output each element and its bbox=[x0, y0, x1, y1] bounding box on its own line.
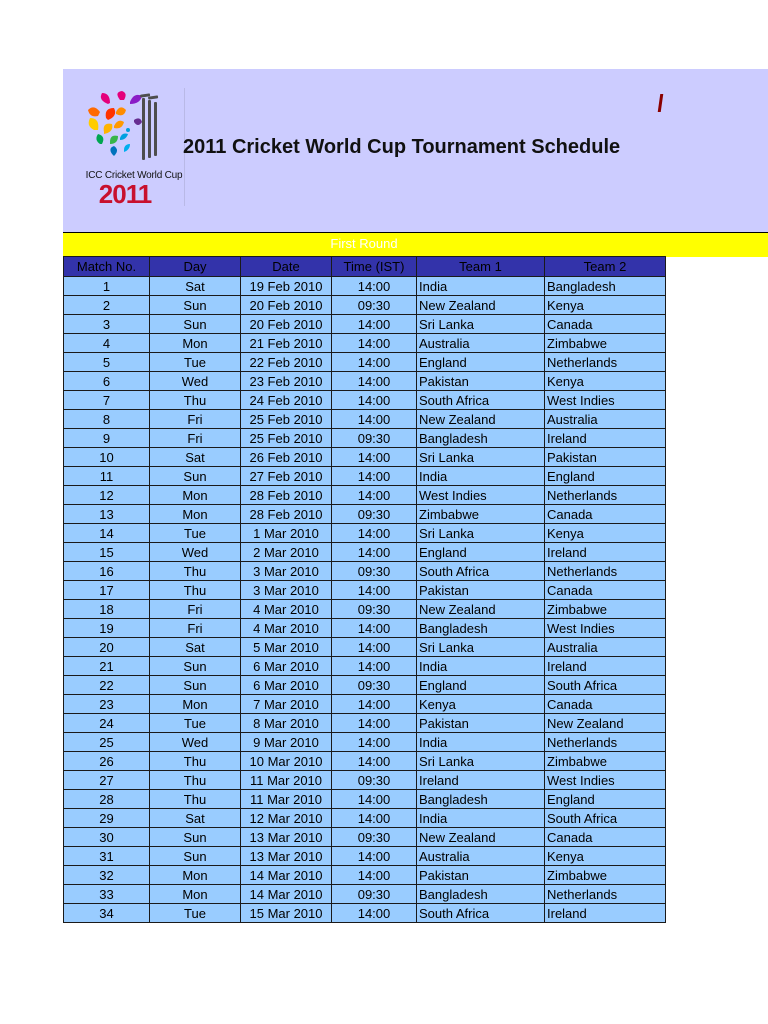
table-row bbox=[64, 467, 666, 486]
match-no-cell: 5 bbox=[64, 353, 150, 372]
time-cell: 09:30 bbox=[332, 429, 417, 448]
day-cell: Sat bbox=[150, 809, 241, 828]
day-cell: Wed bbox=[150, 733, 241, 752]
date-cell: 24 Feb 2010 bbox=[241, 391, 332, 410]
day-cell: Wed bbox=[150, 543, 241, 562]
table-row bbox=[64, 619, 666, 638]
match-no-cell: 16 bbox=[64, 562, 150, 581]
time-cell: 14:00 bbox=[332, 448, 417, 467]
logo-emblem-icon bbox=[86, 90, 166, 168]
team2-cell: Canada bbox=[545, 581, 666, 600]
table-row bbox=[64, 391, 666, 410]
date-cell: 4 Mar 2010 bbox=[241, 619, 332, 638]
team2-cell: Canada bbox=[545, 695, 666, 714]
match-no-cell: 24 bbox=[64, 714, 150, 733]
team2-cell: Canada bbox=[545, 828, 666, 847]
date-cell: 12 Mar 2010 bbox=[241, 809, 332, 828]
day-cell: Mon bbox=[150, 334, 241, 353]
table-row bbox=[64, 448, 666, 467]
match-no-cell: 34 bbox=[64, 904, 150, 923]
table-row bbox=[64, 904, 666, 923]
page-title: 2011 Cricket World Cup Tournament Schedule bbox=[183, 136, 621, 158]
match-no-cell: 32 bbox=[64, 866, 150, 885]
column-header-date: Date bbox=[241, 257, 332, 277]
team1-cell: India bbox=[417, 657, 545, 676]
team1-cell: Pakistan bbox=[417, 372, 545, 391]
day-cell: Tue bbox=[150, 904, 241, 923]
match-no-cell: 30 bbox=[64, 828, 150, 847]
team1-cell: Bangladesh bbox=[417, 885, 545, 904]
time-cell: 14:00 bbox=[332, 372, 417, 391]
match-no-cell: 3 bbox=[64, 315, 150, 334]
team1-cell: India bbox=[417, 467, 545, 486]
day-cell: Mon bbox=[150, 695, 241, 714]
table-row bbox=[64, 676, 666, 695]
match-no-cell: 17 bbox=[64, 581, 150, 600]
table-row bbox=[64, 790, 666, 809]
column-header-day: Day bbox=[150, 257, 241, 277]
match-no-cell: 27 bbox=[64, 771, 150, 790]
time-cell: 14:00 bbox=[332, 581, 417, 600]
day-cell: Thu bbox=[150, 581, 241, 600]
team1-cell: South Africa bbox=[417, 562, 545, 581]
day-cell: Mon bbox=[150, 505, 241, 524]
day-cell: Fri bbox=[150, 600, 241, 619]
team1-cell: England bbox=[417, 676, 545, 695]
time-cell: 09:30 bbox=[332, 505, 417, 524]
day-cell: Sun bbox=[150, 828, 241, 847]
team2-cell: Zimbabwe bbox=[545, 752, 666, 771]
time-cell: 14:00 bbox=[332, 695, 417, 714]
match-no-cell: 20 bbox=[64, 638, 150, 657]
date-cell: 4 Mar 2010 bbox=[241, 600, 332, 619]
match-no-cell: 21 bbox=[64, 657, 150, 676]
time-cell: 14:00 bbox=[332, 353, 417, 372]
team1-cell: England bbox=[417, 543, 545, 562]
time-cell: 14:00 bbox=[332, 543, 417, 562]
day-cell: Mon bbox=[150, 885, 241, 904]
day-cell: Thu bbox=[150, 790, 241, 809]
day-cell: Wed bbox=[150, 372, 241, 391]
date-cell: 19 Feb 2010 bbox=[241, 277, 332, 296]
date-cell: 10 Mar 2010 bbox=[241, 752, 332, 771]
team2-cell: West Indies bbox=[545, 391, 666, 410]
time-cell: 09:30 bbox=[332, 885, 417, 904]
table-row bbox=[64, 885, 666, 904]
team1-cell: South Africa bbox=[417, 904, 545, 923]
date-cell: 6 Mar 2010 bbox=[241, 676, 332, 695]
time-cell: 09:30 bbox=[332, 296, 417, 315]
team1-cell: New Zealand bbox=[417, 296, 545, 315]
team2-cell: Australia bbox=[545, 638, 666, 657]
table-row bbox=[64, 733, 666, 752]
team1-cell: England bbox=[417, 353, 545, 372]
table-row bbox=[64, 543, 666, 562]
match-no-cell: 7 bbox=[64, 391, 150, 410]
match-no-cell: 10 bbox=[64, 448, 150, 467]
date-cell: 25 Feb 2010 bbox=[241, 429, 332, 448]
column-header-team2: Team 2 bbox=[545, 257, 666, 277]
team1-cell: Sri Lanka bbox=[417, 448, 545, 467]
day-cell: Thu bbox=[150, 391, 241, 410]
date-cell: 15 Mar 2010 bbox=[241, 904, 332, 923]
team2-cell: Canada bbox=[545, 505, 666, 524]
day-cell: Fri bbox=[150, 410, 241, 429]
time-cell: 14:00 bbox=[332, 524, 417, 543]
match-no-cell: 25 bbox=[64, 733, 150, 752]
date-cell: 6 Mar 2010 bbox=[241, 657, 332, 676]
match-no-cell: 13 bbox=[64, 505, 150, 524]
cricket-world-cup-logo bbox=[84, 88, 185, 209]
table-row bbox=[64, 657, 666, 676]
team1-cell: Pakistan bbox=[417, 714, 545, 733]
date-cell: 1 Mar 2010 bbox=[241, 524, 332, 543]
time-cell: 14:00 bbox=[332, 467, 417, 486]
schedule-table bbox=[63, 256, 666, 923]
day-cell: Sun bbox=[150, 296, 241, 315]
day-cell: Tue bbox=[150, 353, 241, 372]
team2-cell: Kenya bbox=[545, 296, 666, 315]
table-row bbox=[64, 353, 666, 372]
match-no-cell: 29 bbox=[64, 809, 150, 828]
table-row bbox=[64, 315, 666, 334]
time-cell: 14:00 bbox=[332, 334, 417, 353]
team1-cell: South Africa bbox=[417, 391, 545, 410]
round-label: First Round bbox=[330, 236, 398, 251]
table-row bbox=[64, 372, 666, 391]
team2-cell: Ireland bbox=[545, 904, 666, 923]
team1-cell: Sri Lanka bbox=[417, 524, 545, 543]
day-cell: Sun bbox=[150, 657, 241, 676]
match-no-cell: 1 bbox=[64, 277, 150, 296]
table-row bbox=[64, 410, 666, 429]
team1-cell: Pakistan bbox=[417, 866, 545, 885]
match-no-cell: 26 bbox=[64, 752, 150, 771]
date-cell: 20 Feb 2010 bbox=[241, 296, 332, 315]
team1-cell: India bbox=[417, 733, 545, 752]
date-cell: 11 Mar 2010 bbox=[241, 771, 332, 790]
time-cell: 14:00 bbox=[332, 866, 417, 885]
team2-cell: South Africa bbox=[545, 676, 666, 695]
day-cell: Sun bbox=[150, 676, 241, 695]
team2-cell: Kenya bbox=[545, 372, 666, 391]
day-cell: Sat bbox=[150, 638, 241, 657]
match-no-cell: 19 bbox=[64, 619, 150, 638]
day-cell: Sun bbox=[150, 315, 241, 334]
date-cell: 14 Mar 2010 bbox=[241, 866, 332, 885]
day-cell: Thu bbox=[150, 752, 241, 771]
time-cell: 09:30 bbox=[332, 562, 417, 581]
team2-cell: Bangladesh bbox=[545, 277, 666, 296]
table-row bbox=[64, 429, 666, 448]
team1-cell: India bbox=[417, 809, 545, 828]
team2-cell: Zimbabwe bbox=[545, 600, 666, 619]
date-cell: 3 Mar 2010 bbox=[241, 581, 332, 600]
time-cell: 14:00 bbox=[332, 315, 417, 334]
match-no-cell: 11 bbox=[64, 467, 150, 486]
date-cell: 28 Feb 2010 bbox=[241, 486, 332, 505]
time-cell: 09:30 bbox=[332, 771, 417, 790]
team1-cell: India bbox=[417, 277, 545, 296]
team2-cell: Netherlands bbox=[545, 562, 666, 581]
team2-cell: West Indies bbox=[545, 619, 666, 638]
match-no-cell: 14 bbox=[64, 524, 150, 543]
date-cell: 2 Mar 2010 bbox=[241, 543, 332, 562]
match-no-cell: 12 bbox=[64, 486, 150, 505]
date-cell: 11 Mar 2010 bbox=[241, 790, 332, 809]
team1-cell: Zimbabwe bbox=[417, 505, 545, 524]
team2-cell: Netherlands bbox=[545, 486, 666, 505]
column-header-time: Time (IST) bbox=[332, 257, 417, 277]
team1-cell: Sri Lanka bbox=[417, 752, 545, 771]
day-cell: Fri bbox=[150, 429, 241, 448]
time-cell: 14:00 bbox=[332, 391, 417, 410]
date-cell: 26 Feb 2010 bbox=[241, 448, 332, 467]
table-row bbox=[64, 828, 666, 847]
logo-text-line1: ICC Cricket World Cup bbox=[85, 170, 183, 181]
table-row bbox=[64, 638, 666, 657]
team1-cell: Kenya bbox=[417, 695, 545, 714]
match-no-cell: 31 bbox=[64, 847, 150, 866]
team2-cell: Netherlands bbox=[545, 353, 666, 372]
match-no-cell: 23 bbox=[64, 695, 150, 714]
table-row bbox=[64, 562, 666, 581]
table-row bbox=[64, 695, 666, 714]
day-cell: Thu bbox=[150, 562, 241, 581]
date-cell: 21 Feb 2010 bbox=[241, 334, 332, 353]
date-cell: 7 Mar 2010 bbox=[241, 695, 332, 714]
match-no-cell: 8 bbox=[64, 410, 150, 429]
date-cell: 23 Feb 2010 bbox=[241, 372, 332, 391]
team2-cell: Zimbabwe bbox=[545, 866, 666, 885]
team1-cell: Ireland bbox=[417, 771, 545, 790]
date-cell: 22 Feb 2010 bbox=[241, 353, 332, 372]
team1-cell: New Zealand bbox=[417, 828, 545, 847]
time-cell: 14:00 bbox=[332, 752, 417, 771]
time-cell: 09:30 bbox=[332, 828, 417, 847]
match-no-cell: 4 bbox=[64, 334, 150, 353]
date-cell: 14 Mar 2010 bbox=[241, 885, 332, 904]
team2-cell: Australia bbox=[545, 410, 666, 429]
team2-cell: Ireland bbox=[545, 429, 666, 448]
schedule-body bbox=[64, 277, 666, 923]
column-header-match-no: Match No. bbox=[64, 257, 150, 277]
time-cell: 14:00 bbox=[332, 657, 417, 676]
time-cell: 14:00 bbox=[332, 847, 417, 866]
team1-cell: New Zealand bbox=[417, 410, 545, 429]
time-cell: 14:00 bbox=[332, 714, 417, 733]
day-cell: Tue bbox=[150, 714, 241, 733]
team1-cell: Australia bbox=[417, 847, 545, 866]
team1-cell: Bangladesh bbox=[417, 619, 545, 638]
match-no-cell: 9 bbox=[64, 429, 150, 448]
time-cell: 14:00 bbox=[332, 638, 417, 657]
day-cell: Sat bbox=[150, 277, 241, 296]
table-row bbox=[64, 714, 666, 733]
day-cell: Fri bbox=[150, 619, 241, 638]
time-cell: 14:00 bbox=[332, 809, 417, 828]
table-row bbox=[64, 334, 666, 353]
day-cell: Mon bbox=[150, 486, 241, 505]
date-cell: 20 Feb 2010 bbox=[241, 315, 332, 334]
table-row bbox=[64, 752, 666, 771]
date-cell: 13 Mar 2010 bbox=[241, 847, 332, 866]
table-row bbox=[64, 809, 666, 828]
time-cell: 09:30 bbox=[332, 676, 417, 695]
team2-cell: West Indies bbox=[545, 771, 666, 790]
date-cell: 8 Mar 2010 bbox=[241, 714, 332, 733]
day-cell: Thu bbox=[150, 771, 241, 790]
time-cell: 14:00 bbox=[332, 277, 417, 296]
team2-cell: New Zealand bbox=[545, 714, 666, 733]
match-no-cell: 6 bbox=[64, 372, 150, 391]
table-header-row bbox=[64, 257, 666, 277]
team2-cell: Pakistan bbox=[545, 448, 666, 467]
team2-cell: Netherlands bbox=[545, 733, 666, 752]
table-row bbox=[64, 524, 666, 543]
match-no-cell: 22 bbox=[64, 676, 150, 695]
team1-cell: Sri Lanka bbox=[417, 315, 545, 334]
day-cell: Mon bbox=[150, 866, 241, 885]
team2-cell: Kenya bbox=[545, 524, 666, 543]
team2-cell: Kenya bbox=[545, 847, 666, 866]
time-cell: 14:00 bbox=[332, 904, 417, 923]
logo-text-year: 2011 bbox=[98, 179, 152, 209]
time-cell: 14:00 bbox=[332, 733, 417, 752]
table-row bbox=[64, 847, 666, 866]
table-row bbox=[64, 771, 666, 790]
team1-cell: Bangladesh bbox=[417, 790, 545, 809]
team1-cell: West Indies bbox=[417, 486, 545, 505]
date-cell: 27 Feb 2010 bbox=[241, 467, 332, 486]
time-cell: 09:30 bbox=[332, 600, 417, 619]
match-no-cell: 33 bbox=[64, 885, 150, 904]
date-cell: 9 Mar 2010 bbox=[241, 733, 332, 752]
time-cell: 14:00 bbox=[332, 410, 417, 429]
day-cell: Tue bbox=[150, 524, 241, 543]
table-row bbox=[64, 486, 666, 505]
date-cell: 28 Feb 2010 bbox=[241, 505, 332, 524]
match-no-cell: 18 bbox=[64, 600, 150, 619]
day-cell: Sat bbox=[150, 448, 241, 467]
team2-cell: Zimbabwe bbox=[545, 334, 666, 353]
table-row bbox=[64, 277, 666, 296]
time-cell: 14:00 bbox=[332, 619, 417, 638]
date-cell: 5 Mar 2010 bbox=[241, 638, 332, 657]
date-cell: 3 Mar 2010 bbox=[241, 562, 332, 581]
team1-cell: Australia bbox=[417, 334, 545, 353]
team2-cell: Canada bbox=[545, 315, 666, 334]
table-row bbox=[64, 581, 666, 600]
match-no-cell: 2 bbox=[64, 296, 150, 315]
day-cell: Sun bbox=[150, 847, 241, 866]
match-no-cell: 15 bbox=[64, 543, 150, 562]
table-row bbox=[64, 866, 666, 885]
table-row bbox=[64, 296, 666, 315]
match-no-cell: 28 bbox=[64, 790, 150, 809]
team1-cell: New Zealand bbox=[417, 600, 545, 619]
team2-cell: Ireland bbox=[545, 543, 666, 562]
team2-cell: Netherlands bbox=[545, 885, 666, 904]
team2-cell: Ireland bbox=[545, 657, 666, 676]
table-row bbox=[64, 505, 666, 524]
date-cell: 25 Feb 2010 bbox=[241, 410, 332, 429]
time-cell: 14:00 bbox=[332, 486, 417, 505]
team1-cell: Bangladesh bbox=[417, 429, 545, 448]
team2-cell: England bbox=[545, 790, 666, 809]
team2-cell: South Africa bbox=[545, 809, 666, 828]
team1-cell: Sri Lanka bbox=[417, 638, 545, 657]
team2-cell: England bbox=[545, 467, 666, 486]
date-cell: 13 Mar 2010 bbox=[241, 828, 332, 847]
table-row bbox=[64, 600, 666, 619]
team1-cell: Pakistan bbox=[417, 581, 545, 600]
column-header-team1: Team 1 bbox=[417, 257, 545, 277]
time-cell: 14:00 bbox=[332, 790, 417, 809]
day-cell: Sun bbox=[150, 467, 241, 486]
